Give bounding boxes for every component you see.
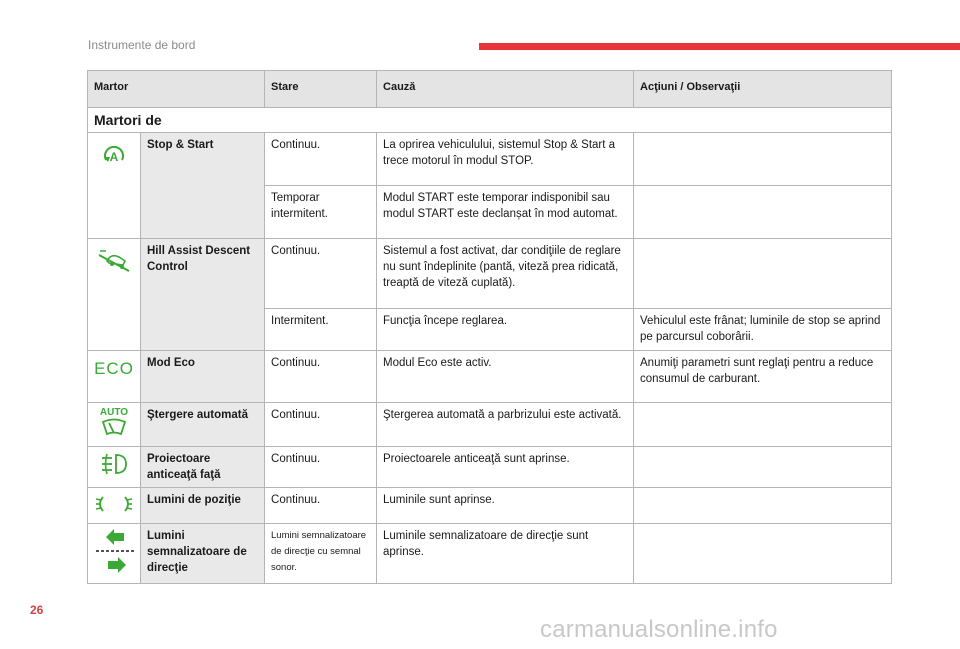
position-lights-icon: [88, 488, 141, 524]
section-row: [88, 108, 892, 133]
actiuni-cell: [634, 186, 892, 239]
header-accent-bar: [479, 43, 960, 50]
page-header-title: Instrumente de bord: [88, 38, 196, 52]
actiuni-cell: [634, 239, 892, 309]
stare-cell: Continuu.: [265, 351, 377, 403]
auto-wiper-icon-label: AUTO: [99, 407, 129, 418]
cauza-cell: Sistemul a fost activat, dar condiţiile de reglare nu sunt îndeplinite (pantă, viteză prea ridicată, treaptă de viteză cuplată).: [377, 239, 634, 309]
cauza-cell: La oprirea vehiculului, sistemul Stop & Start a trece motorul în modul STOP.: [377, 133, 634, 186]
table-row: [88, 447, 892, 488]
indicator-table: [87, 70, 892, 584]
section-title: Martori de: [88, 108, 892, 133]
column-header-stare: Stare: [265, 71, 377, 108]
table-row: [88, 133, 892, 186]
stare-cell: Continuu.: [265, 133, 377, 186]
svg-text:A: A: [109, 150, 119, 164]
indicator-name: Lumini de poziţie: [141, 488, 265, 524]
stare-cell: Continuu.: [265, 403, 377, 447]
page-number: 26: [30, 603, 44, 617]
actiuni-cell: [634, 447, 892, 488]
actiuni-cell: [634, 524, 892, 584]
indicator-name: Lumini semnalizatoare de direcţie: [141, 524, 265, 584]
column-header-actiuni: Acţiuni / Observaţii: [634, 71, 892, 108]
cauza-cell: Ştergerea automată a parbrizului este activată.: [377, 403, 634, 447]
table-row: [88, 488, 892, 524]
stare-cell: Continuu.: [265, 239, 377, 309]
front-fog-icon: [88, 447, 141, 488]
stare-cell: Continuu.: [265, 488, 377, 524]
stare-cell: Temporar intermitent.: [265, 186, 377, 239]
table-row: [88, 351, 892, 403]
column-header-martor: Martor: [88, 71, 265, 108]
cauza-cell: Modul Eco este activ.: [377, 351, 634, 403]
cauza-cell: Luminile semnalizatoare de direcţie sunt aprinse.: [377, 524, 634, 584]
table-row: [88, 403, 892, 447]
stop-start-icon: [88, 133, 141, 239]
stare-cell: Intermitent.: [265, 309, 377, 351]
cauza-cell: Funcţia începe reglarea.: [377, 309, 634, 351]
watermark: carmanualsonline.info: [540, 616, 778, 643]
auto-wiper-icon: [88, 403, 141, 447]
column-header-cauza: Cauză: [377, 71, 634, 108]
actiuni-cell: [634, 403, 892, 447]
indicator-name: Ştergere automată: [141, 403, 265, 447]
indicator-name: Proiectoare anticeaţă faţă: [141, 447, 265, 488]
eco-icon-label: ECO: [94, 359, 134, 378]
actiuni-cell: Anumiţi parametri sunt reglaţi pentru a reduce consumul de carburant.: [634, 351, 892, 403]
actiuni-cell: Vehiculul este frânat; luminile de stop se aprind pe parcursul coborârii.: [634, 309, 892, 351]
eco-icon: [88, 351, 141, 403]
table-row: [88, 524, 892, 584]
table-row: [88, 239, 892, 309]
actiuni-cell: [634, 133, 892, 186]
indicator-name: Mod Eco: [141, 351, 265, 403]
table-header-row: [88, 71, 892, 108]
hill-descent-icon: [88, 239, 141, 351]
stare-cell: Lumini semnalizatoare de direcţie cu semnal sonor.: [265, 524, 377, 584]
actiuni-cell: [634, 488, 892, 524]
turn-signal-icon: [88, 524, 141, 584]
cauza-cell: Proiectoarele anticeaţă sunt aprinse.: [377, 447, 634, 488]
stare-cell: Continuu.: [265, 447, 377, 488]
cauza-cell: Modul START este temporar indisponibil sau modul START este declanșat în mod automat.: [377, 186, 634, 239]
cauza-cell: Luminile sunt aprinse.: [377, 488, 634, 524]
indicator-name: Stop & Start: [141, 133, 265, 239]
indicator-name: Hill Assist Descent Control: [141, 239, 265, 351]
